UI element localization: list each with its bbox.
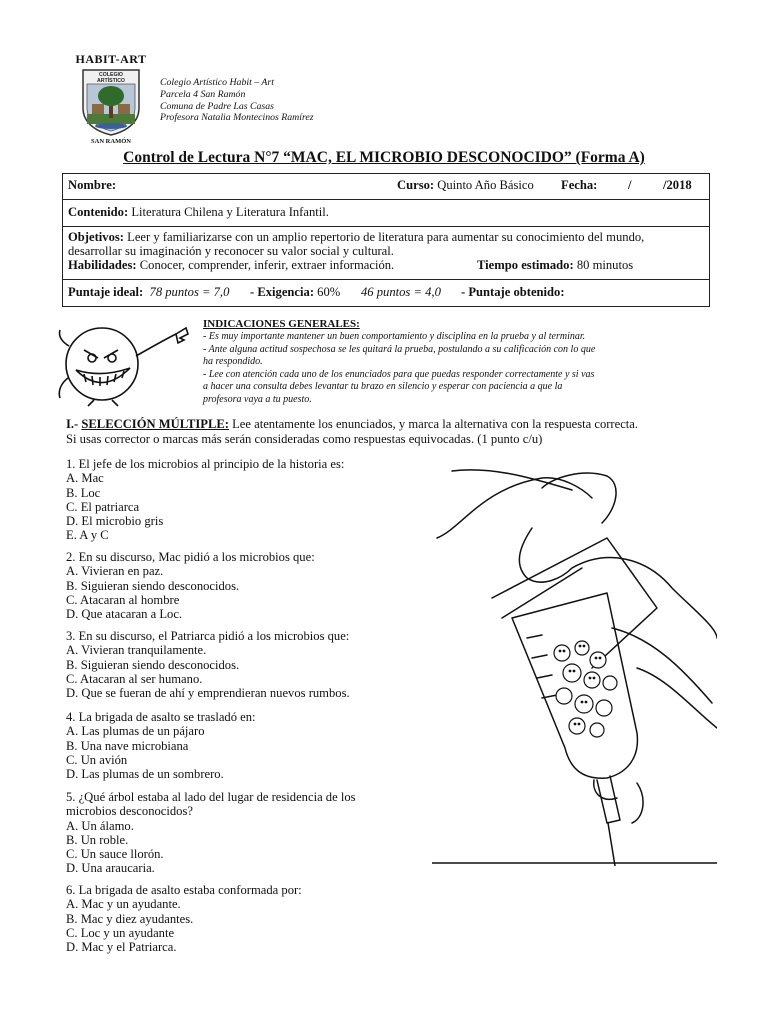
puntaje-ideal-label: Puntaje ideal:: [68, 285, 144, 299]
option[interactable]: A. Vivieran en paz.: [66, 564, 164, 579]
option[interactable]: B. Siguieran siendo desconocidos.: [66, 578, 240, 593]
puntaje-obtenido-label: - Puntaje obtenido:: [461, 285, 565, 299]
option[interactable]: A. Un álamo.: [66, 818, 134, 833]
option[interactable]: C. Atacaran al hombre: [66, 592, 180, 607]
logo-subtitle: SAN RAMÓN: [91, 138, 131, 145]
section-multiple-choice-instructions: [66, 417, 716, 446]
student-info-table: [62, 173, 710, 307]
question-stem: 2. En su discurso, Mac pidió a los microbios que:: [66, 550, 315, 564]
teacher-name: Profesora Natalia Montecinos Ramírez: [160, 112, 314, 124]
syringe-with-microbes-illustration: [432, 468, 717, 866]
school-name: Colegio Artístico Habit – Art: [160, 77, 274, 88]
option[interactable]: D. Las plumas de un sombrero.: [66, 767, 224, 782]
section-prefix: I.-: [66, 417, 82, 431]
question-stem-cont: microbios desconocidos?: [66, 804, 193, 819]
question-stem: 5. ¿Qué árbol estaba al lado del lugar de residencia de los: [66, 790, 356, 804]
exigencia-label: - Exigencia:: [250, 285, 315, 299]
fecha-year: /2018: [663, 178, 692, 192]
section-instruction-line1: Lee atentamente los enunciados, y marca la alternativa con la respuesta correcta.: [228, 417, 639, 431]
row-content: [63, 200, 709, 227]
habilidades-label: Habilidades:: [68, 258, 137, 272]
indication-line: ha respondido.: [203, 356, 263, 368]
option[interactable]: A. Mac: [66, 471, 104, 486]
option[interactable]: B. Mac y diez ayudantes.: [66, 911, 194, 926]
indication-line: - Lee con atención cada uno de los enunciados para que puedas responder correctamente y si vas: [203, 368, 595, 380]
svg-text:ARTÍSTICO: ARTÍSTICO: [97, 78, 125, 84]
objetivos-label: Objetivos:: [68, 230, 124, 244]
question-6: [66, 883, 406, 954]
fecha-separator: /: [628, 178, 632, 192]
school-info: [160, 77, 314, 124]
exigencia-points: 46 puntos = 4,0: [361, 285, 441, 299]
puntaje-ideal-value: 78 puntos = 7,0: [149, 285, 230, 299]
option[interactable]: B. Una nave microbiana: [66, 738, 189, 753]
option[interactable]: A. Vivieran tranquilamente.: [66, 643, 207, 658]
document-title: Control de Lectura N°7 “MAC, EL MICROBIO DESCONOCIDO” (Forma A): [123, 149, 645, 166]
option[interactable]: D. Que atacaran a Loc.: [66, 607, 183, 622]
option[interactable]: A. Mac y un ayudante.: [66, 897, 181, 912]
indication-line: - Ante alguna actitud sospechosa se les quitará la prueba, postulando a su calificación con lo que: [203, 343, 596, 355]
option[interactable]: C. Un sauce llorón.: [66, 847, 164, 862]
habilidades-value: Conocer, comprender, inferir, extraer información.: [139, 258, 395, 272]
option[interactable]: B. Un roble.: [66, 832, 129, 847]
option[interactable]: E. A y C: [66, 528, 109, 543]
option[interactable]: C. Un avión: [66, 752, 128, 767]
tiempo-label: Tiempo estimado:: [477, 258, 574, 272]
school-logo: [66, 52, 156, 148]
option[interactable]: D. Que se fueran de ahí y emprendieran nuevos rumbos.: [66, 686, 350, 701]
logo-shield-icon: [80, 68, 142, 136]
section-instruction-line2: Si usas corrector o marcas más serán consideradas como respuestas equivocadas. (1 punto c/u): [66, 431, 543, 446]
question-stem: 1. El jefe de los microbios al principio de la historia es:: [66, 457, 345, 471]
fecha-label: Fecha:: [561, 178, 598, 192]
school-address: Parcela 4 San Ramón: [160, 88, 246, 100]
logo-title: HABIT-ART: [75, 52, 147, 66]
objetivos-value: Leer y familiarizarse con un amplio repertorio de literatura para aumentar su conocimiento del mundo,: [127, 230, 645, 244]
indication-line: - Es muy importante mantener un buen comportamiento y disciplina en la prueba y al terminar.: [203, 331, 586, 342]
exigencia-value: 60%: [317, 285, 341, 299]
question-stem: 3. En su discurso, el Patriarca pidió a los microbios que:: [66, 629, 350, 643]
contenido-label: Contenido:: [68, 205, 129, 219]
question-1: [66, 457, 406, 543]
option[interactable]: D. El microbio gris: [66, 514, 164, 529]
question-4: [66, 710, 406, 781]
curso-label: Curso:: [397, 178, 435, 192]
objetivos-value-cont: desarrollar su imaginación y reconocer su valor social y cultural.: [68, 244, 394, 258]
question-3: [66, 629, 406, 700]
option[interactable]: C. Loc y un ayudante: [66, 925, 175, 940]
grinning-microbe-illustration: [54, 306, 194, 408]
question-stem: 6. La brigada de asalto estaba conformada por:: [66, 883, 302, 897]
option[interactable]: B. Loc: [66, 485, 101, 500]
nombre-label: Nombre:: [68, 178, 117, 192]
question-stem: 4. La brigada de asalto se trasladó en:: [66, 710, 256, 724]
option[interactable]: C. El patriarca: [66, 499, 140, 514]
general-indications-title: INDICACIONES GENERALES:: [203, 318, 360, 330]
indication-line: profesora vaya a tu puesto.: [203, 393, 312, 405]
section-heading: SELECCIÓN MÚLTIPLE:: [81, 417, 229, 431]
option[interactable]: D. Una araucaria.: [66, 861, 155, 876]
row-score: [63, 280, 709, 306]
general-indications: [203, 331, 708, 407]
question-2: [66, 550, 406, 621]
row-objectives: [63, 227, 709, 280]
svg-text:COLEGIO: COLEGIO: [99, 72, 123, 78]
contenido-value: Literatura Chilena y Literatura Infantil.: [131, 205, 329, 219]
option[interactable]: C. Atacaran al ser humano.: [66, 671, 203, 686]
tiempo-value: 80 minutos: [576, 258, 634, 272]
school-commune: Comuna de Padre Las Casas: [160, 100, 274, 112]
option[interactable]: D. Mac y el Patriarca.: [66, 940, 177, 955]
question-5: [66, 790, 406, 876]
option[interactable]: B. Siguieran siendo desconocidos.: [66, 657, 240, 672]
option[interactable]: A. Las plumas de un pájaro: [66, 724, 205, 739]
curso-value: Quinto Año Básico: [437, 178, 534, 192]
row-name: [63, 174, 709, 200]
indication-line: a hacer una consulta debes levantar tu brazo en silencio y esperar con paciencia a que la: [203, 381, 563, 393]
